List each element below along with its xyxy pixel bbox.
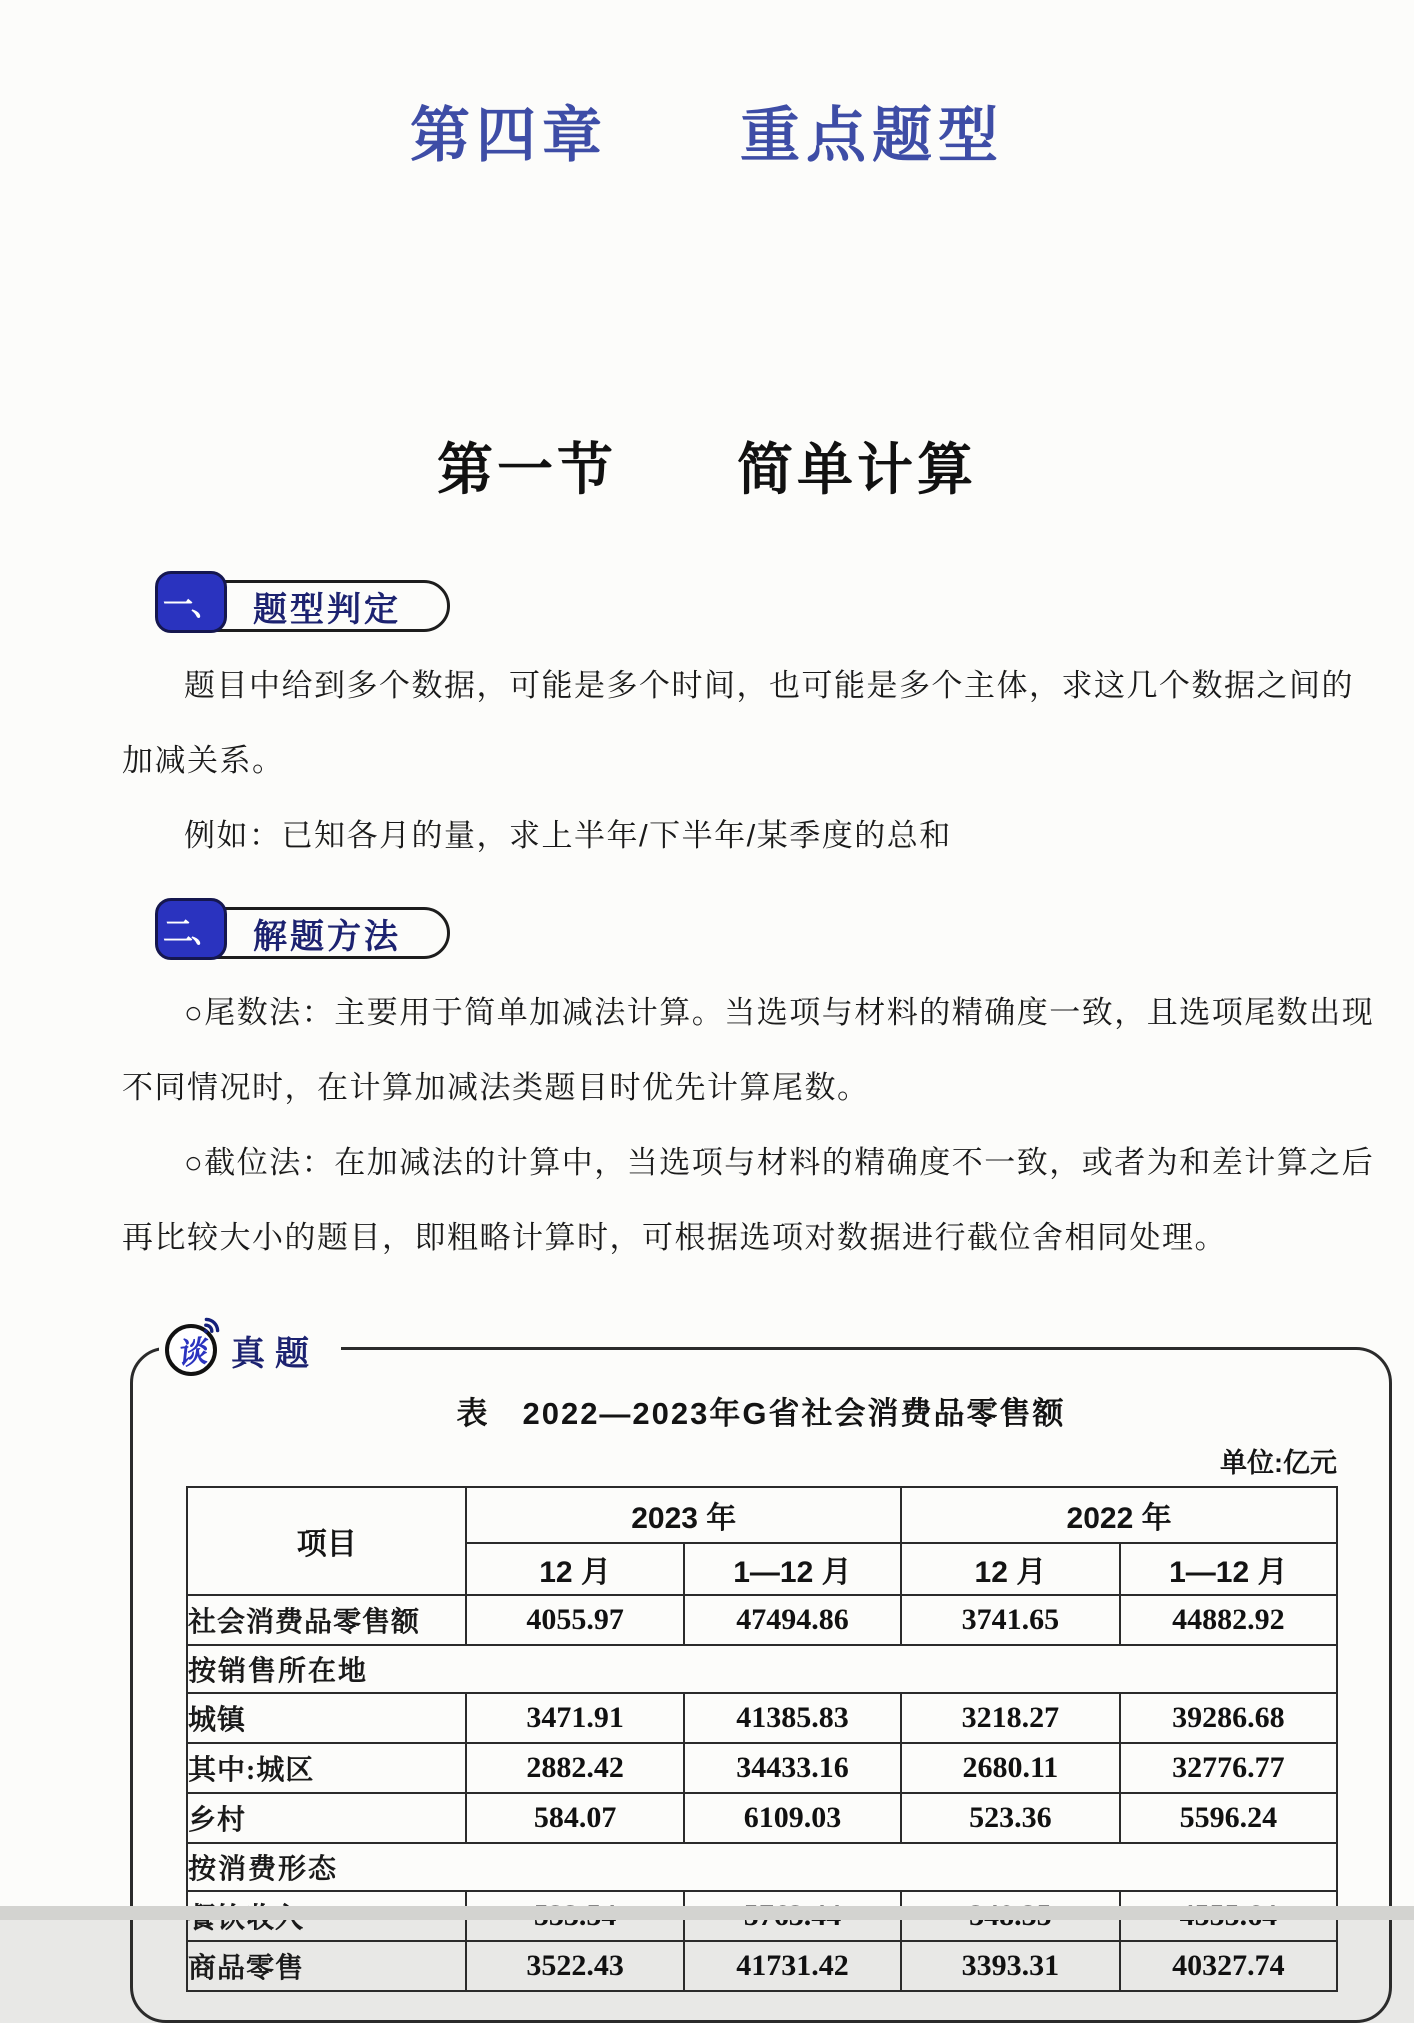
table-row: [187, 1743, 1337, 1793]
cell-value: 3522.43: [466, 1941, 683, 1991]
page-bottom-edge: [0, 1906, 1414, 1920]
cell-value: 3393.31: [901, 1941, 1120, 1991]
cell-value: 3741.65: [901, 1595, 1120, 1645]
talk-logo-icon: [165, 1324, 217, 1376]
table-unit: 单位:亿元: [1220, 1448, 1337, 1478]
cell-value: 3471.91: [466, 1693, 683, 1743]
cell-value: 40327.74: [1120, 1941, 1337, 1991]
row-label: 商品零售: [187, 1941, 466, 1991]
cell-value: 6109.03: [684, 1793, 901, 1843]
cell-value: 4055.97: [466, 1595, 683, 1645]
header-month: 12 月: [466, 1543, 683, 1595]
header-month: 1—12 月: [1120, 1543, 1337, 1595]
cell-value: 5596.24: [1120, 1793, 1337, 1843]
table-header-year-row: [187, 1487, 1337, 1543]
row-label: 其中:城区: [187, 1743, 466, 1793]
cell-value: 39286.68: [1120, 1693, 1337, 1743]
section-2-paragraphs: [0, 975, 1414, 1275]
cell-value: 3218.27: [901, 1693, 1120, 1743]
signal-waves-icon: [195, 1308, 229, 1342]
table-section-row: [187, 1645, 1337, 1693]
real-exam-label: 真题: [231, 1334, 319, 1373]
paragraph: ○尾数法：主要用于简单加减法计算。当选项与材料的精确度一致，且选项尾数出现不同情况时，在计算加减法类题目时优先计算尾数。: [122, 995, 1375, 1105]
cell-value: 41731.42: [684, 1941, 901, 1991]
badge-number-chip: 二、: [155, 898, 227, 960]
cell-value: 34433.16: [684, 1743, 901, 1793]
badge-label: 解题方法: [253, 917, 401, 956]
cell-value: 2680.11: [901, 1743, 1120, 1793]
row-label: 社会消费品零售额: [187, 1595, 466, 1645]
section-row-label: 按销售所在地: [187, 1645, 1337, 1693]
badge-label: 题型判定: [253, 590, 401, 629]
cell-value: 523.36: [901, 1793, 1120, 1843]
cell-value: 41385.83: [684, 1693, 901, 1743]
chapter-title: 第四章 重点题型: [410, 103, 1004, 169]
cell-value: 584.07: [466, 1793, 683, 1843]
badge-number-chip: 一、: [155, 571, 227, 633]
header-2022: 2022 年: [901, 1487, 1337, 1543]
badge-question-type: [158, 580, 450, 632]
paragraph: 例如：已知各月的量，求上半年/下半年/某季度的总和: [184, 818, 952, 853]
paragraph: ○截位法：在加减法的计算中，当选项与材料的精确度不一致，或者为和差计算之后再比较大小的题目，即粗略计算时，可根据选项对数据进行截位舍相同处理。: [122, 1145, 1375, 1255]
paragraph: 题目中给到多个数据，可能是多个时间，也可能是多个主体，求这几个数据之间的加减关系。: [122, 668, 1354, 778]
row-label: 城镇: [187, 1693, 466, 1743]
section-1-heading-row: [0, 580, 1414, 632]
section-title: 第一节 简单计算: [437, 440, 977, 502]
header-2023: 2023 年: [466, 1487, 901, 1543]
header-item: 项目: [187, 1487, 466, 1595]
row-label: 乡村: [187, 1793, 466, 1843]
header-month: 1—12 月: [684, 1543, 901, 1595]
section-2-heading-row: [0, 907, 1414, 959]
cell-value: 32776.77: [1120, 1743, 1337, 1793]
table-title: 表 2022—2023年G省社会消费品零售额: [456, 1396, 1066, 1431]
cell-value: 44882.92: [1120, 1595, 1337, 1645]
section-1-paragraphs: [0, 648, 1414, 873]
table-row: [187, 1595, 1337, 1645]
cell-value: 2882.42: [466, 1743, 683, 1793]
real-exam-tag: [159, 1316, 341, 1384]
cell-value: 47494.86: [684, 1595, 901, 1645]
table-section-row: [187, 1843, 1337, 1891]
table-row: [187, 1793, 1337, 1843]
badge-solving-method: [158, 907, 450, 959]
talk-logo-char: 谈: [174, 1335, 209, 1372]
table-row: [187, 1941, 1337, 1991]
section-row-label: 按消费形态: [187, 1843, 1337, 1891]
table-row: [187, 1693, 1337, 1743]
real-exam-box: [130, 1334, 1392, 2023]
header-month: 12 月: [901, 1543, 1120, 1595]
